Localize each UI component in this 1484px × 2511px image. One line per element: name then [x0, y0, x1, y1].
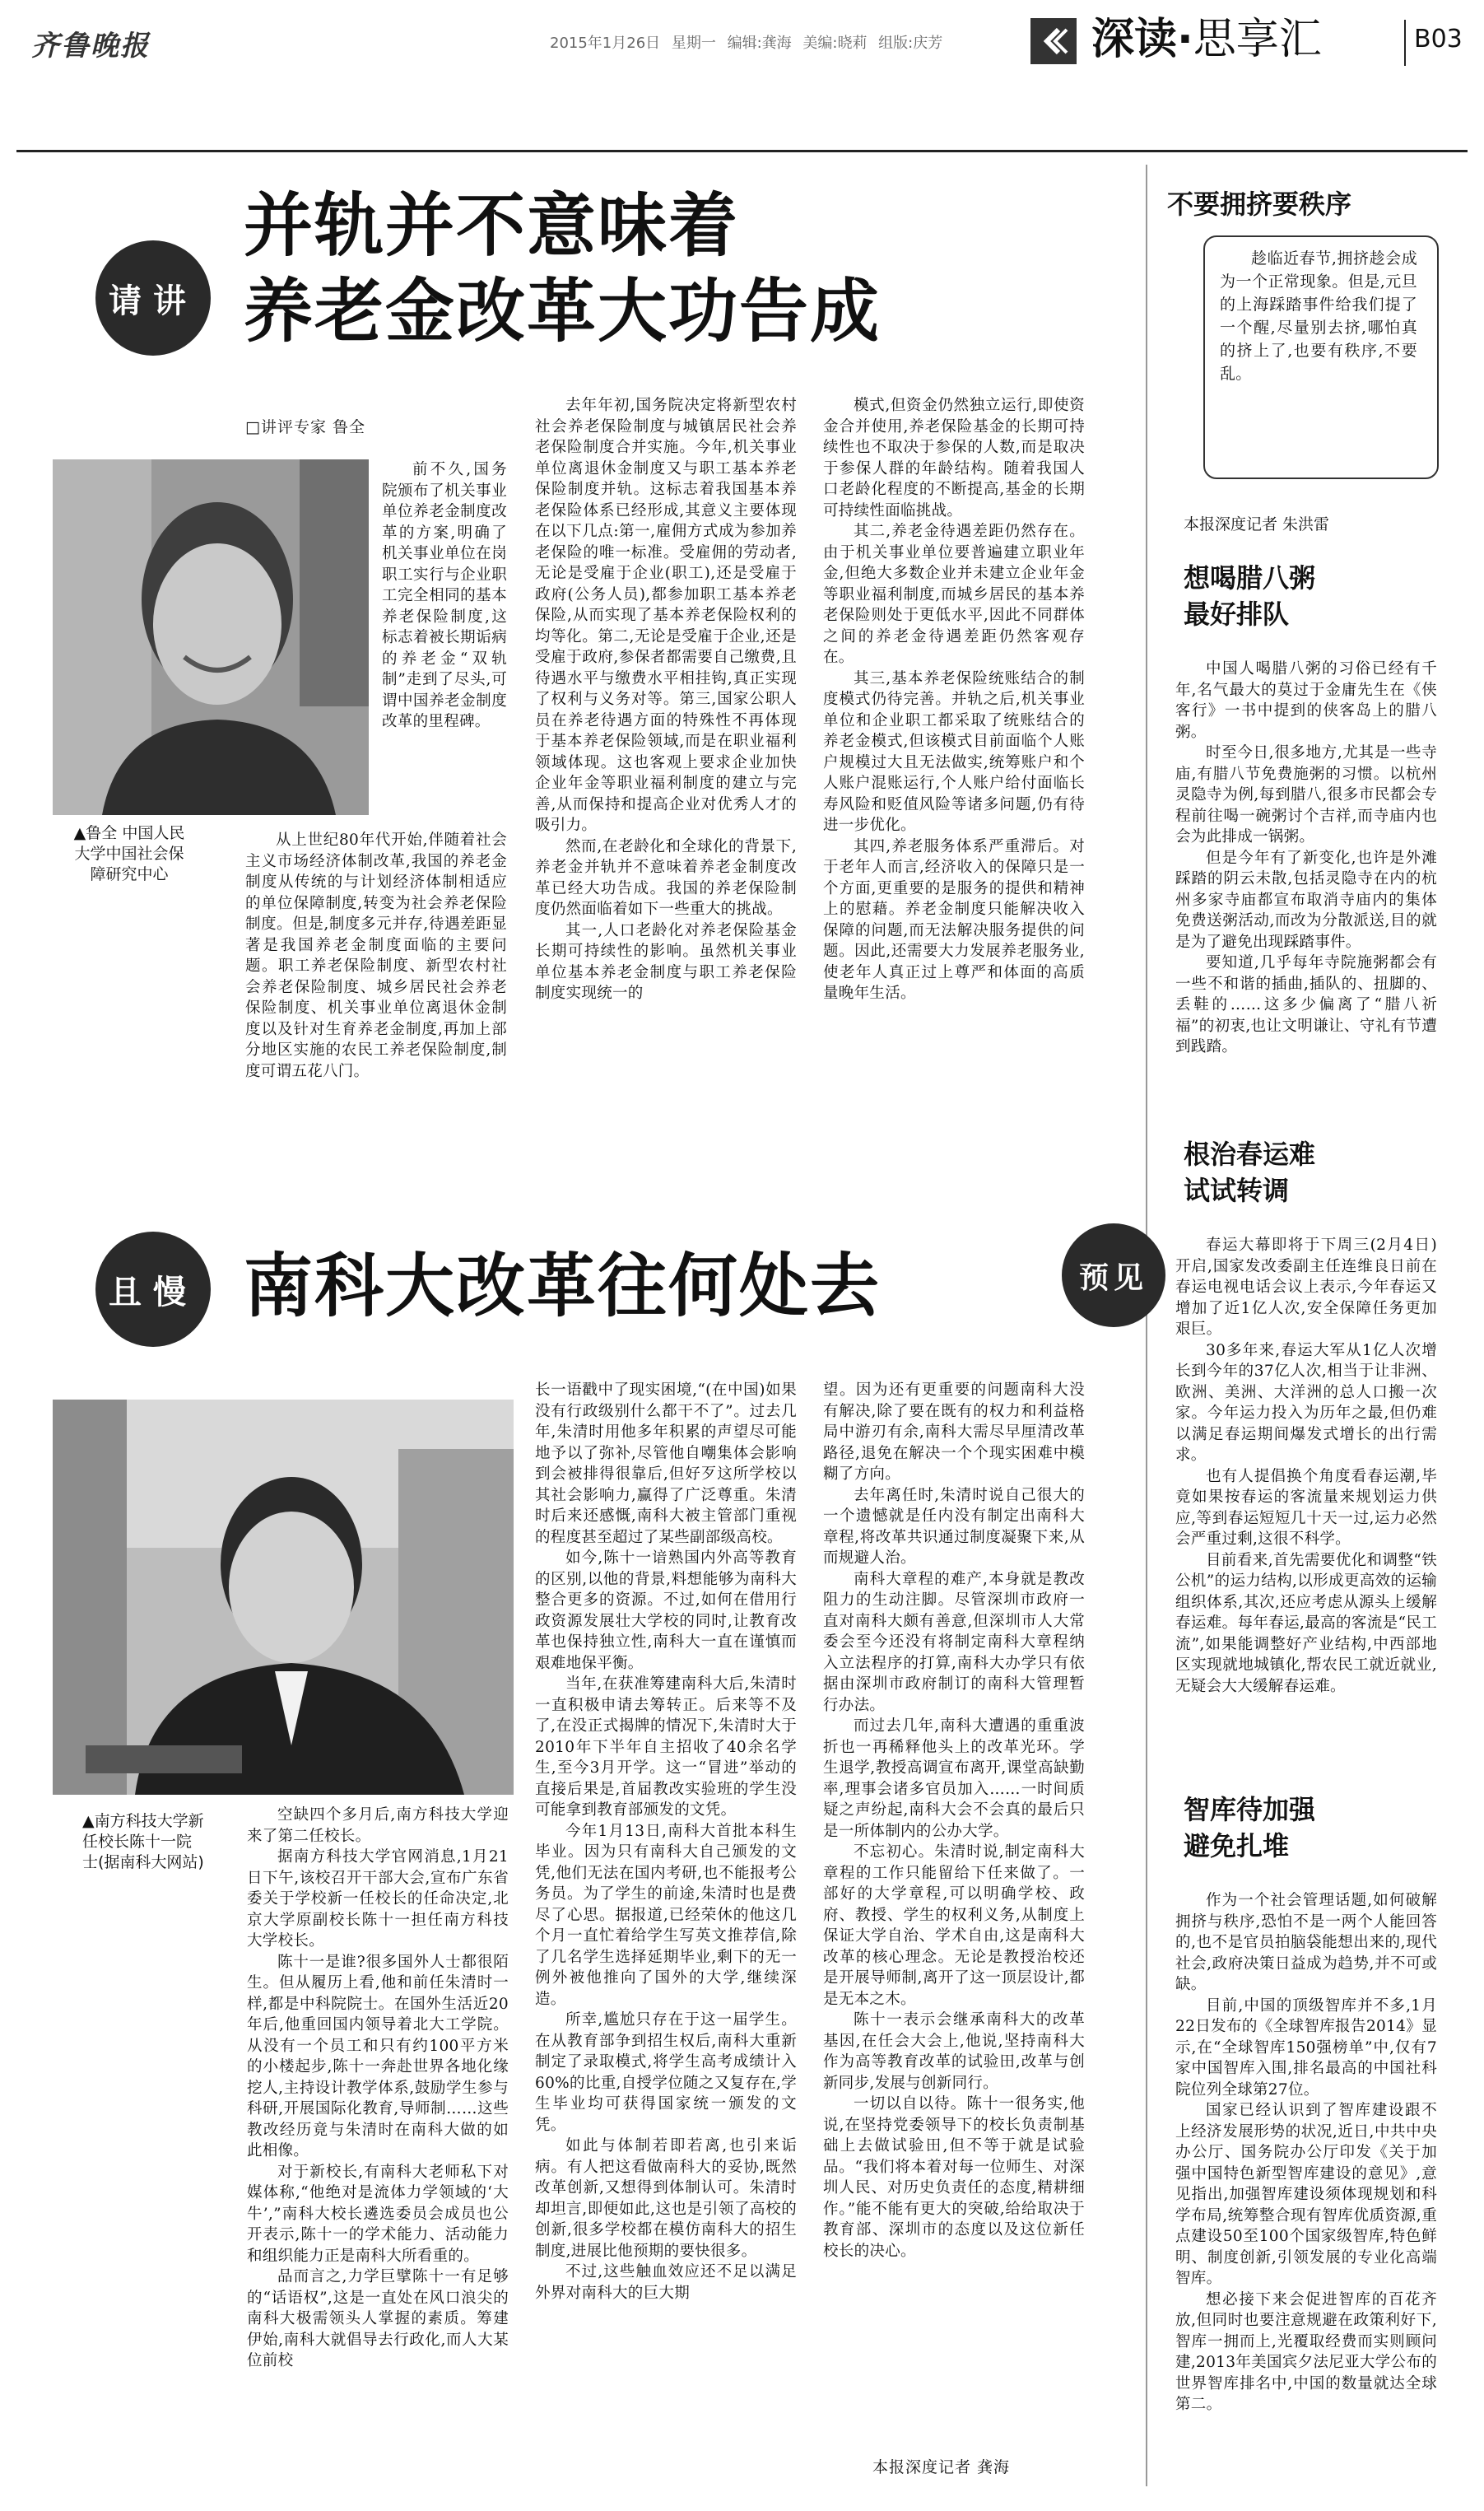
article2-paragraph: 而过去几年,南科大遭遇的重重波折也一再稀释他头上的改革光环。学生退学,教授高调宣布离开,课堂高缺勤率,理事会诸多官员加入……一时间质疑之声纷起,南科大会不会真的最后只是一所体制内的公办大学。 [823, 1717, 1085, 1840]
article2-paragraph: 望。因为还有更重要的问题南科大没有解决,除了要在既有的权力和利益格局中游刃有余,南科大需尽早厘清改革路径,退免在解决一个个现实困难中模糊了方向。 [823, 1381, 1085, 1483]
article1-paragraph: 去年年初,国务院决定将新型农村社会养老保险制度与城镇居民社会养老保险制度合并实施。今年,机关事业单位离退休金制度又与职工基本养老保险制度并轨。这标志着我国基本养老保险体系已经形成,其意义主要体现在以下几点:第一,雇佣方式成为参加养老保险的唯一标准。受雇佣的劳动者,无论是受雇于企业(职工),还是受雇于政府(公务人员),都参加职工基本养老保险,从而实现了基本养老保险权利的均等化。第二,无论是受雇于企业,还是受雇于政府,参保者都需要自己缴费,且待遇水平与缴费水平相挂钩,真正实现了权利与义务对等。第三,国家公职人员在养老待遇方面的特殊性不再体现于基本养老保险领域,而是在职业福利领域体现。这也客观上要求企业加快企业年金等职业福利制度的建立与完善,从而保持和提高企业对优秀人才的吸引力。 [535, 397, 797, 834]
sidebar-paragraph: 但是今年有了新变化,也许是外滩踩踏的阴云未散,包括灵隐寺在内的杭州多家寺庙都宣布取消寺庙内的集体免费送粥活动,而改为分散派送,目的就是为了避免出现踩踏事件。 [1175, 849, 1437, 951]
sidebar-paragraph: 要知道,几乎每年寺院施粥都会有一些不和谐的插曲,插队的、扭脚的、丢鞋的……这多少偏离了“腊八祈福”的初衷,也让文明谦让、守礼有节遭到践踏。 [1175, 954, 1437, 1055]
article1-column-1-lower [245, 830, 507, 1136]
article2-paragraph: 南科大章程的难产,本身就是教改阻力的生动注脚。尽管深圳市政府一直对南科大颇有善意,但深圳市人大常委会至今还没有将制定南科大章程纳入立法程序的打算,南科大办学只有依据由深圳市政府制订的南科大管理暂行办法。 [823, 1570, 1085, 1714]
article2-paragraph: 品而言之,力学巨擘陈十一有足够的“话语权”,这是一直处在风口浪尖的南科大极需领头人掌握的素质。筹建伊始,南科大就倡导去行政化,而人大某位前校 [247, 2268, 509, 2369]
article1-title-line2: 养老金改革大功告成 [244, 271, 882, 352]
article1-paragraph: 然而,在老龄化和全球化的背景下,养老金并轨并不意味着养老金制度改革已经大功告成。我国的养老保险制度仍然面临着如下一些重大的挑战。 [535, 837, 797, 918]
sidebar-divider [1146, 165, 1147, 2486]
article2-paragraph: 空缺四个多月后,南方科技大学迎来了第二任校长。 [247, 1806, 509, 1845]
article1-title-line1: 并轨并不意味着 [244, 185, 740, 266]
article1-photo-caption: ▲鲁全 中国人民大学中国社会保障研究中心 [73, 824, 185, 883]
article2-title: 南科大改革往何处去 [244, 1246, 882, 1326]
page-number: B03 [1414, 25, 1463, 54]
sidebar-section-4-body [1175, 1890, 1437, 2486]
section-subname: 思享汇 [1193, 15, 1322, 64]
article1-paragraph: 其二,养老金待遇差距仍然存在。由于机关事业单位要普遍建立职业年金,但绝大多数企业并未建立企业年金等职业福利制度,而城乡居民的基本养老保险则处于更低水平,因此不同群体之间的养老金待遇差距仍然客观存在。 [823, 523, 1085, 666]
article1-column-2 [535, 395, 797, 1136]
sidebar-title-3 [1184, 1136, 1315, 1209]
portrait-photo-chen-shiyi [53, 1400, 514, 1795]
article2-paragraph: 陈十一表示会继承南科大的改革基因,在任会大会上,他说,坚持南科大作为高等教育改革的试验田,改革与创新同步,发展与创新同行。 [823, 2011, 1085, 2092]
article2-paragraph: 陈十一是谁?很多国外人士都很陌生。但从履历上看,他和前任朱清时一样,都是中科院院士。在国外生活近20年后,他重回国内领导着北大工学院。从没有一个员工和只有约100平方米的小楼起步,陈十一奔赴世界各地化缘挖人,主持设计教学体系,鼓励学生参与科研,开展国际化教育,导师制……这些教改经历竟与朱清时在南科大做的如此相像。 [247, 1953, 509, 2159]
article2-paragraph: 今年1月13日,南科大首批本科生毕业。因为只有南科大自己颁发的文凭,他们无法在国内考研,也不能报考公务员。为了学生的前途,朱清时也是费尽了心思。据报道,已经荣休的他这几个月一直忙着给学生写英文推荐信,除了几名学生选择延期毕业,剩下的无一例外被他推向了国外的大学,继续深造。 [535, 1822, 797, 2008]
article2-paragraph: 一切以自以待。陈十一很务实,他说,在坚持党委领导下的校长负责制基础上去做试验田,但不等于就是试验品。“我们将本着对每一位师生、对深圳人民、对历史负责任的态度,精耕细作。”能不能有更大的突破,给给取决于教育部、深圳市的态度以及这位新任校长的决心。 [823, 2095, 1085, 2260]
article2-paragraph: 对于新校长,有南科大老师私下对媒体称,“他绝对是流体力学领域的‘大牛’,”南科大校长遴选委员会成员也公开表示,陈十一的学术能力、活动能力和组织能力正是南科大所看重的。 [247, 2163, 509, 2265]
edition-info: 2015年1月26日 星期一 编辑:龚海 美编:晓莉 组版:庆芳 [550, 35, 943, 52]
sidebar-paragraph: 中国人喝腊八粥的习俗已经有千年,名气最大的莫过于金庸先生在《侠客行》一书中提到的侠客岛上的腊八粥。 [1175, 660, 1437, 741]
article2-paragraph: 据南方科技大学官网消息,1月21日下午,该校召开干部大会,宣布广东省委关于学校新一任校长的任命决定,北京大学原副校长陈十一担任南方科技大学校长。 [247, 1848, 509, 1950]
sidebar-title-2 [1184, 560, 1315, 632]
sidebar-paragraph: 30多年来,春运大军从1亿人次增长到今年的37亿人次,相当于让非洲、欧洲、美洲、大洋洲的总人口搬一次家。今年运力投入为历年之最,但仍难以满足春运期间爆发式增长的出行需求。 [1175, 1341, 1437, 1464]
sidebar-title-3-line1: 根治春运难 [1184, 1139, 1316, 1170]
article2-paragraph: 如此与体制若即若离,也引来诟病。有人把这看做南科大的妥协,既然改革创新,又想得到体制认可。朱清时却坦言,即便如此,这也是引领了高校的创新,很多学校都在模仿南科大的招生制度,进展比他预期的要快很多。 [535, 2137, 797, 2260]
article1-paragraph: 前不久,国务院颁布了机关事业单位养老金制度改革的方案,明确了机关事业单位在岗职工实行与企业职工完全相同的基本养老保险制度,这标志着被长期诟病的养老金“双轨制”走到了尽头,可谓中国养老金制度改革的里程碑。 [382, 461, 507, 730]
masthead-rule [16, 150, 1468, 152]
sidebar-paragraph: 春运大幕即将于下周三(2月4日)开启,国家发改委副主任连维良日前在春运电视电话会议上表示,今年春运又增加了近1亿人次,安全保障任务更加艰巨。 [1175, 1237, 1437, 1338]
article2-column-2 [535, 1380, 797, 2486]
article1-paragraph: 从上世纪80年代开始,伴随着社会主义市场经济体制改革,我国的养老金制度从传统的与计划经济体制相适应的单位保障制度,转变为社会养老保险制度。但是,制度多元并存,待遇差距显著是我国养老金制度面临的主要问题。职工养老保险制度、新型农村社会养老保险制度、城乡居民社会养老保险制度、机关事业单位离退休金制度以及针对生育养老金制度,再加上部分地区实施的农民工养老保险制度,制度可谓五花八门。 [245, 832, 507, 1080]
article2-paragraph: 去年离任时,朱清时说自己很大的一个遗憾就是任内没有制定出南科大章程,将改革共识通过制度凝聚下来,从而规避人治。 [823, 1486, 1085, 1567]
article1-paragraph: 其一,人口老龄化对养老保险基金长期可持续性的影响。虽然机关事业单位基本养老金制度与职工养老保险制度实现统一的 [535, 921, 797, 1002]
sidebar-paragraph: 想必接下来会促进智库的百花齐放,但同时也要注意规避在政策利好下,智库一拥而上,光覆取经费而实则顾问建,2013年美国宾夕法尼亚大学公布的世界智库排名中,中国的数量就达全球第二。 [1175, 2290, 1437, 2413]
section-tab-icon [1030, 18, 1077, 64]
sidebar-title-4-line2: 避免扎堆 [1184, 1830, 1290, 1861]
article2-byline: 本报深度记者 龚海 [872, 2458, 1011, 2476]
sidebar-quote-text: 趁临近春节,拥挤趁会成为一个正常现象。但是,元旦的上海踩踏事件给我们提了一个醒,尽量别去挤,哪怕真的挤上了,也要有秩序,不要乱。 [1220, 249, 1417, 383]
sidebar-paragraph: 目前,中国的顶级智库并不多,1月22日发布的《全球智库报告2014》显示,在“全球智库150强榜单”中,仅有7家中国智库入围,排名最高的中国社科院位列全球第27位。 [1175, 1996, 1437, 2099]
article2-column-1 [247, 1805, 509, 2486]
sidebar-paragraph: 作为一个社会管理话题,如何破解拥挤与秩序,恐怕不是一两个人能回答的,也不是官员拍脑袋能想出来的,现代社会,政府决策日益成为趋势,并不可或缺。 [1175, 1892, 1437, 1993]
article2-paragraph: 不忘初心。朱清时说,制定南科大章程的工作只能留给下任来做了。一部好的大学章程,可以明确学校、政府、教授、学生的权利义务,从制度上保证大学自治、学术自由,这是南科大改革的核心理念。无论是教授治校还是开展导师制,离开了这一顶层设计,都是无本之木。 [823, 1843, 1085, 2008]
article2-photo-caption: ▲南方科技大学新任校长陈十一院士(据南科大网站) [82, 1812, 204, 1871]
sidebar-title-2-line2: 最好排队 [1184, 599, 1290, 630]
sidebar-paragraph: 目前看来,首先需要优化和调整“铁公机”的运力结构,以形成更高效的运输组织体系,其次,还应考虑从源头上缓解春运难。每年春运,最高的客流是“民工流”,如果能调整好产业结构,中西部地区实现就地城镇化,帮农民工就近就业,无疑会大大缓解春运难。 [1175, 1551, 1437, 1695]
sidebar-title-3-line2: 试试转调 [1184, 1175, 1290, 1206]
article2-paragraph: 如今,陈十一谙熟国内外高等教育的区别,以他的背景,料想能够为南科大整合更多的资源。不过,如何在借用行政资源发展壮大学校的同时,让教育改革也保持独立性,南科大一直在谨慎而艰难地保平衡。 [535, 1549, 797, 1672]
sidebar-section-2-body [1175, 659, 1437, 1120]
article2-paragraph: 不过,这些触血效应还不足以满足外界对南科大的巨大期 [535, 2263, 797, 2302]
sidebar-paragraph: 时至今日,很多地方,尤其是一些寺庙,有腊八节免费施粥的习惯。以杭州灵隐寺为例,每到腊八,很多市民都会专程前往喝一碗粥讨个吉祥,而寺庙内也会为此排成一锅粥。 [1175, 744, 1437, 846]
portrait-photo-lu-quan [53, 459, 369, 815]
section-title [1091, 13, 1322, 66]
article2-column-3 [823, 1380, 1085, 2442]
article1-column-1 [382, 459, 507, 807]
article2-badge: 且慢 [95, 1232, 211, 1347]
section-dot: · [1177, 15, 1193, 64]
article1-badge: 请讲 [95, 240, 211, 356]
sidebar-paragraph: 也有人提倡换个角度看春运潮,毕竟如果按春运的客流量来规划运力供应,等到春运短短几十天一过,运力必然会严重过剩,这很不科学。 [1175, 1467, 1437, 1548]
article1-paragraph: 模式,但资金仍然独立运行,即使资金合并使用,养老保险基金的长期可持续性也不取决于参保的人数,而是取决于参保人群的年龄结构。随着我国人口老龄化程度的不断提高,基金的长期可持续性面临挑战。 [823, 397, 1085, 519]
sidebar-title-4 [1184, 1791, 1315, 1864]
masthead [0, 0, 1484, 82]
article1-byline: □讲评专家 鲁全 [245, 418, 365, 436]
article2-paragraph: 所幸,尴尬只存在于这一届学生。在从教育部争到招生权后,南科大重新制定了录取模式,将学生高考成绩计入60%的比重,自授学位随之又复存在,学生毕业均可获得国家统一颁发的文凭。 [535, 2011, 797, 2134]
article1-column-3 [823, 395, 1085, 1136]
article1-paragraph: 其四,养老服务体系严重滞后。对于老年人而言,经济收入的保障只是一个方面,更重要的是服务的提供和精神上的慰藉。养老金制度只能解决收入保障的问题,而无法解决服务提供的问题。因此,还需要大力发展养老服务业,使老年人真正过上尊严和体面的高质量晚年生活。 [823, 837, 1085, 1002]
sidebar-title-4-line1: 智库待加强 [1184, 1794, 1316, 1825]
article2-paragraph: 长一语戳中了现实困境,“(在中国)如果没有行政级别什么都干不了”。过去几年,朱清时用他多年积累的声望尽可能地予以了弥补,尽管他自嘲集体会影响到会被排得很靠后,但好歹这所学校以其社会影响力,赢得了广泛尊重。朱清时后来还感慨,南科大被主管部门重视的程度甚至超过了某些副部级高校。 [535, 1381, 797, 1546]
section-name: 深读 [1091, 15, 1178, 64]
sidebar-paragraph: 国家已经认识到了智库建设跟不上经济发展形势的状况,近日,中共中央办公厅、国务院办公厅印发《关于加强中国特色新型智库建设的意见》,意见指出,加强智库建设须体现规划和科学布局,统筹整合现有智库优质资源,重点建设50至100个国家级智库,特色鲜明、制度创新,引领发展的专业化高端智库。 [1175, 2102, 1437, 2287]
sidebar-section-3-body [1175, 1235, 1437, 1770]
sidebar-title-1: 不要拥挤要秩序 [1167, 189, 1352, 220]
sidebar-badge: 预见 [1062, 1223, 1165, 1327]
newspaper-logo: 齐鲁晚报 [31, 30, 150, 63]
sidebar-byline-1: 本报深度记者 朱洪雷 [1184, 515, 1330, 533]
sidebar-title-2-line1: 想喝腊八粥 [1184, 562, 1316, 594]
article1-title [244, 183, 1116, 354]
article1-paragraph: 其三,基本养老保险统账结合的制度模式仍待完善。并轨之后,机关事业单位和企业职工都采取了统账结合的养老金模式,但该模式目前面临个人账户规模过大且无法做实,统筹账户和个人账户混账运行,个人账户给付面临长寿风险和贬值风险等诸多问题,仍有待进一步优化。 [823, 669, 1085, 834]
article2-paragraph: 当年,在获准筹建南科大后,朱清时一直积极申请去筹转正。后来等不及了,在没正式揭牌的情况下,朱清时大于2010年下半年自主招收了40余名学生,至今3月开学。这一“冒进”举动的直接后果是,首届教改实验班的学生没可能拿到教育部颁发的文凭。 [535, 1675, 797, 1819]
